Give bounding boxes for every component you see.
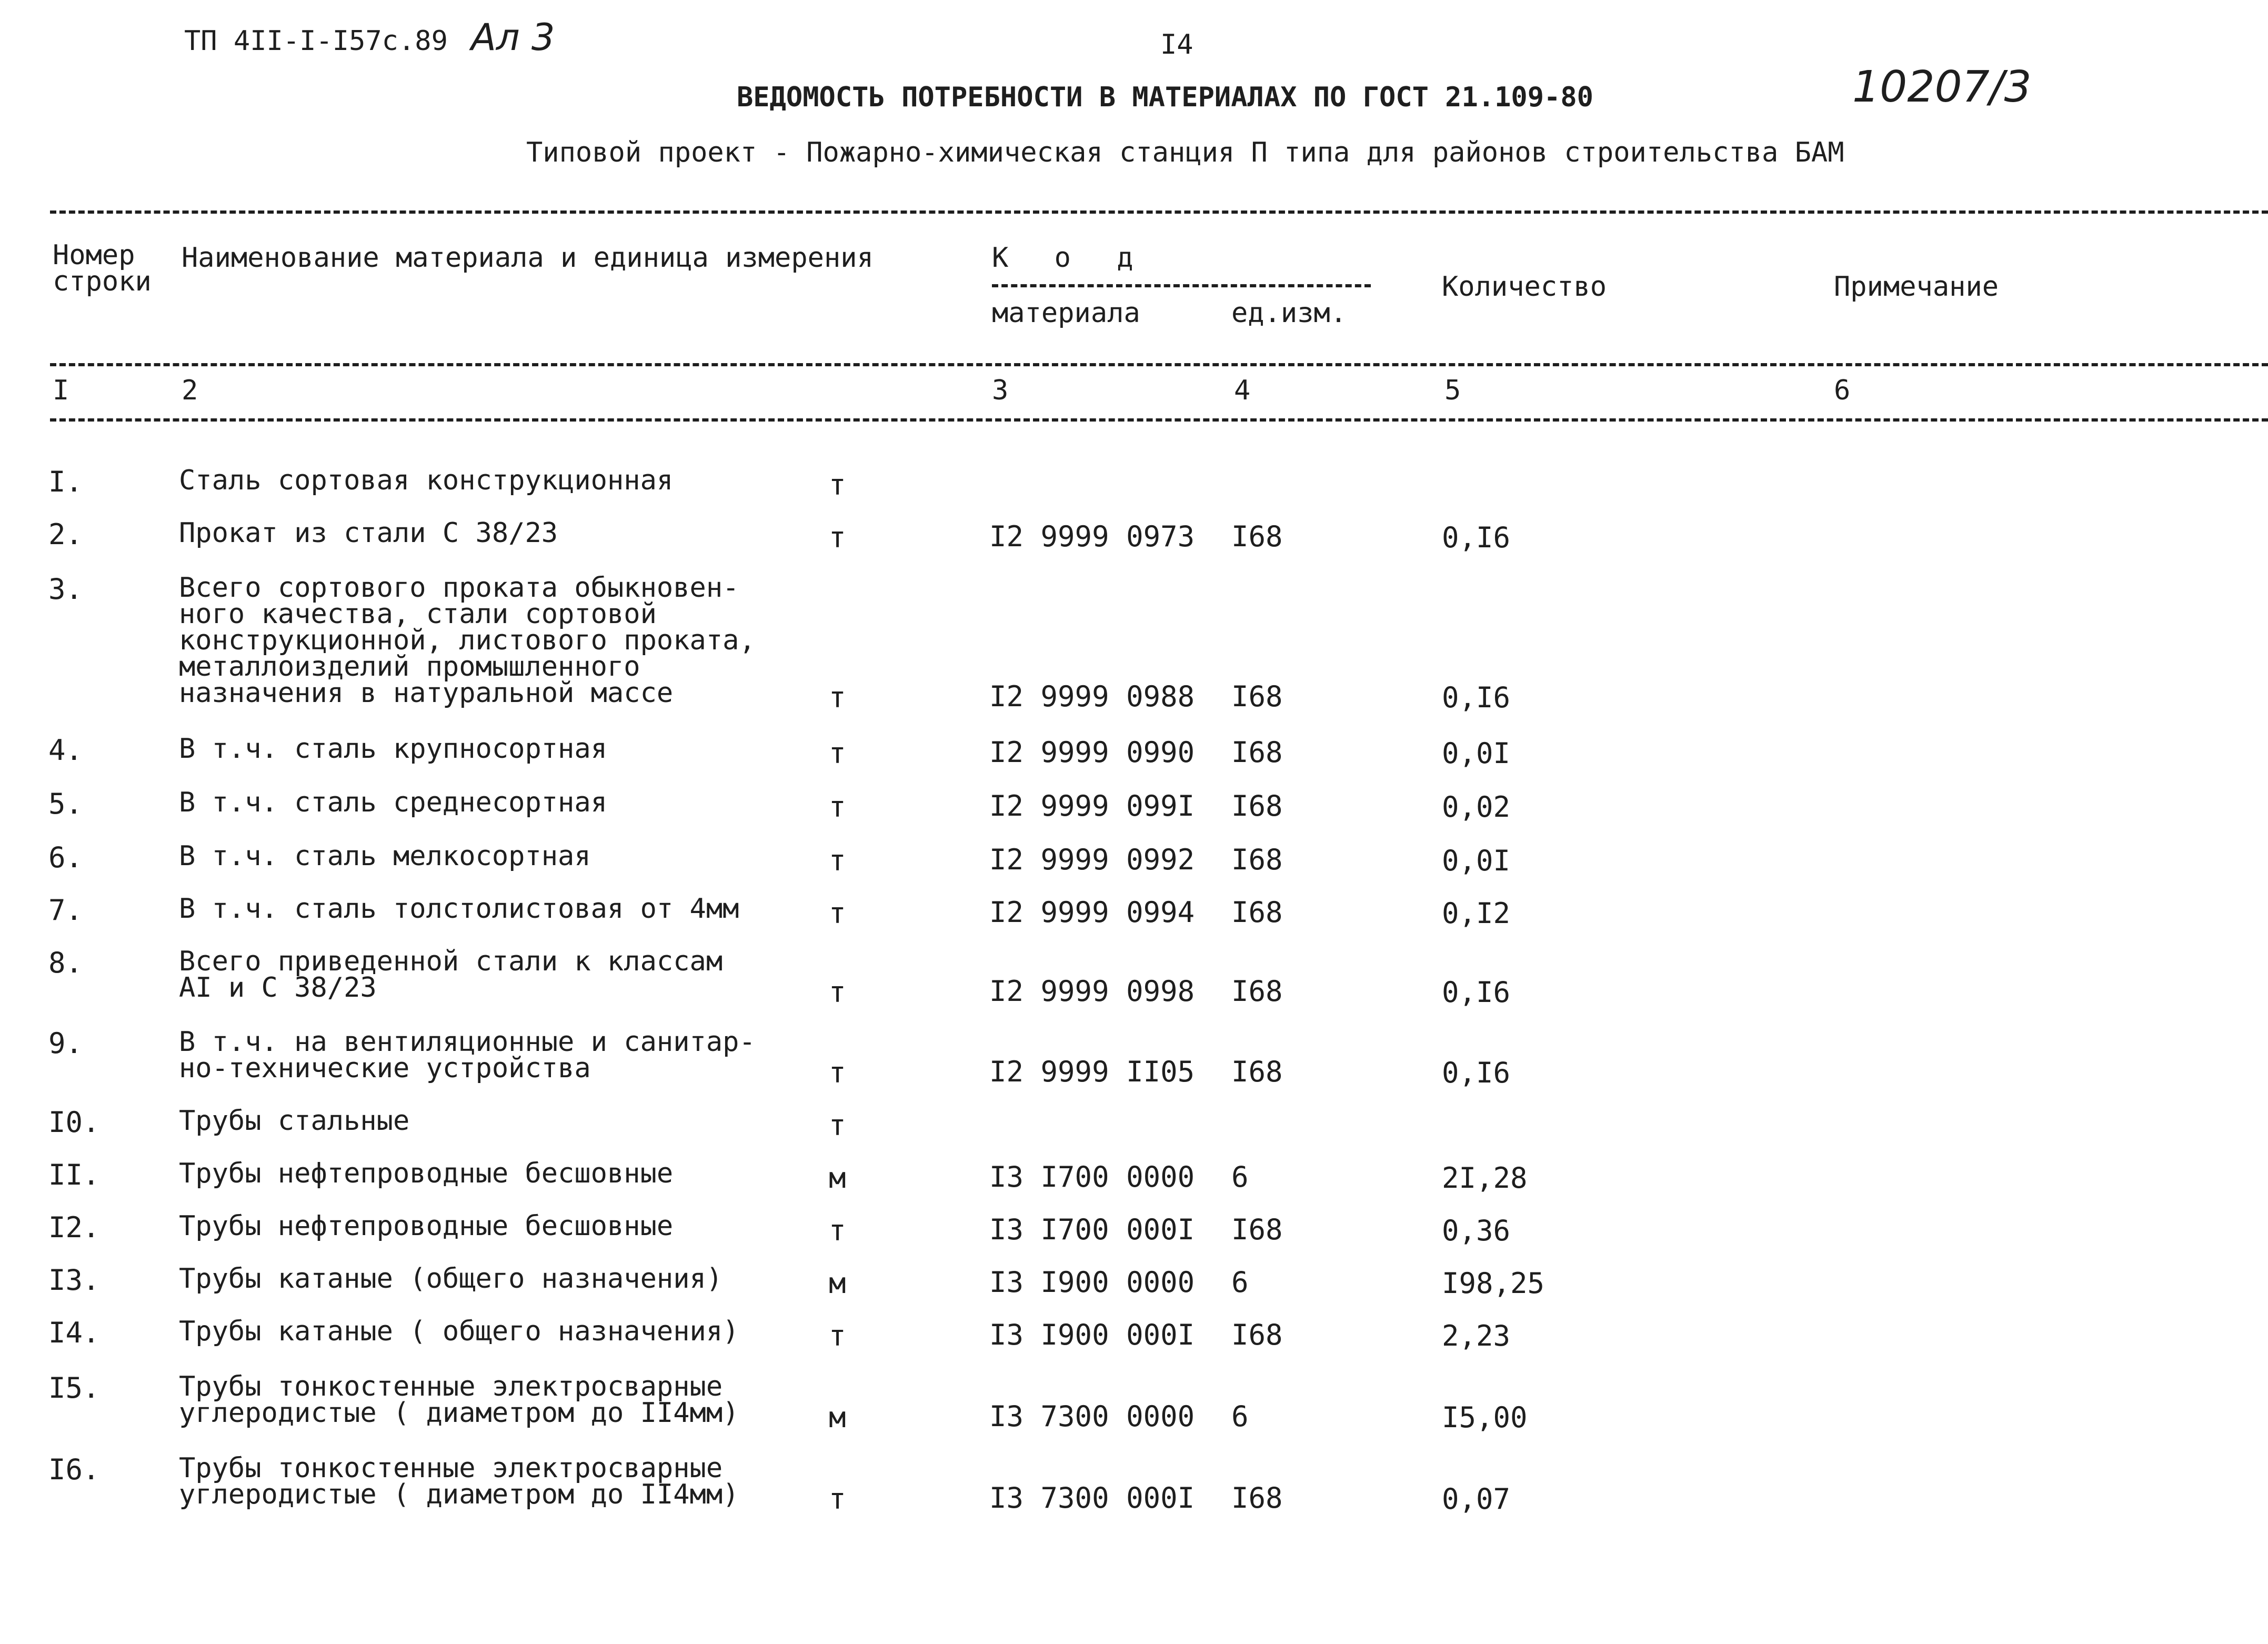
column-number-1: I <box>53 375 69 406</box>
material-name: Трубы нефтепроводные бесшовные <box>179 1210 674 1242</box>
unit-code: I68 <box>1231 843 1283 876</box>
row-number: 7. <box>48 894 83 927</box>
quantity-value: 0,36 <box>1442 1214 1511 1247</box>
header-row-number: Номер строки <box>53 239 152 297</box>
material-name: Прокат из стали С 38/23 <box>179 517 558 549</box>
quantity-value: 0,I6 <box>1442 976 1511 1009</box>
row-number: 5. <box>48 787 83 820</box>
header-code-divider <box>992 284 1371 287</box>
unit-code: I68 <box>1231 1213 1283 1246</box>
material-name: В т.ч. сталь среднесортная <box>179 787 607 818</box>
unit-code: I68 <box>1231 975 1283 1008</box>
table-columns-divider <box>50 418 2268 422</box>
material-code: I2 9999 099I <box>989 789 1195 823</box>
unit-of-measure: т <box>829 681 846 714</box>
row-number: I2. <box>48 1211 100 1244</box>
material-code: I2 9999 0990 <box>989 736 1195 769</box>
unit-code: I68 <box>1231 680 1283 713</box>
quantity-value: 2,23 <box>1442 1319 1511 1352</box>
unit-of-measure: т <box>829 844 846 877</box>
column-number-5: 5 <box>1444 375 1461 406</box>
document-code: ТП 4II-I-I57c.89 <box>184 25 448 57</box>
quantity-value: I5,00 <box>1442 1401 1528 1434</box>
quantity-value: 0,I6 <box>1442 1056 1511 1089</box>
header-code-group: К о д <box>992 242 1148 274</box>
row-number: I4. <box>48 1316 100 1349</box>
document-subtitle: Типовой проект - Пожарно-химическая станция П типа для районов строительства БАМ <box>526 137 1844 168</box>
unit-code: 6 <box>1231 1400 1249 1433</box>
quantity-value: 0,07 <box>1442 1482 1511 1516</box>
unit-of-measure: т <box>829 521 846 554</box>
inventory-note: 10207/3 <box>1852 62 2032 112</box>
row-number: I5. <box>48 1371 100 1405</box>
quantity-value: 0,0I <box>1442 737 1511 770</box>
column-number-3: 3 <box>992 375 1009 406</box>
unit-code: I68 <box>1231 520 1283 553</box>
quantity-value: 0,0I <box>1442 844 1511 877</box>
header-note: Примечание <box>1834 271 1999 303</box>
material-name: В т.ч. на вентиляционные и санитар- но-технические устройства <box>179 1026 756 1084</box>
material-name: Всего сортового проката обыкновен- ного качества, стали сортовой конструкционной, листового проката, металлоизделий промышленного назначения в натуральной массе <box>179 572 756 709</box>
row-number: I6. <box>48 1453 100 1486</box>
row-number: I3. <box>48 1264 100 1297</box>
unit-of-measure: т <box>829 976 846 1009</box>
material-name: Трубы нефтепроводные бесшовные <box>179 1158 674 1189</box>
material-name: Трубы катаные ( общего назначения) <box>179 1316 739 1347</box>
table-top-divider <box>50 210 2268 214</box>
album-note: Ал 3 <box>471 16 555 59</box>
material-code: I2 9999 0973 <box>989 520 1195 553</box>
material-name: Сталь сортовая конструкционная <box>179 465 674 496</box>
material-name: Трубы катаные (общего назначения) <box>179 1263 723 1295</box>
unit-of-measure: м <box>829 1401 846 1434</box>
quantity-value: 2I,28 <box>1442 1161 1528 1195</box>
row-number: 8. <box>48 946 83 979</box>
unit-code: I68 <box>1231 1318 1283 1351</box>
unit-of-measure: т <box>829 897 846 930</box>
material-name: Трубы тонкостенные электросварные углеродистые ( диаметром до II4мм) <box>179 1452 739 1510</box>
material-code: I3 I700 0000 <box>989 1160 1195 1194</box>
material-name: Всего приведенной стали к классам AI и С 38/23 <box>179 946 723 1004</box>
header-quantity: Количество <box>1442 271 1607 303</box>
quantity-value: 0,02 <box>1442 790 1511 824</box>
unit-code: I68 <box>1231 1481 1283 1515</box>
unit-code: I68 <box>1231 789 1283 823</box>
unit-of-measure: т <box>829 1056 846 1089</box>
quantity-value: I98,25 <box>1442 1267 1545 1300</box>
material-code: I2 9999 0994 <box>989 896 1195 929</box>
material-name: В т.ч. сталь мелкосортная <box>179 840 591 872</box>
unit-of-measure: т <box>829 468 846 502</box>
quantity-value: 0,I6 <box>1442 681 1511 714</box>
column-number-6: 6 <box>1834 375 1851 406</box>
material-code: I2 9999 0998 <box>989 975 1195 1008</box>
row-number: 3. <box>48 573 83 606</box>
unit-code: 6 <box>1231 1160 1249 1194</box>
unit-of-measure: м <box>829 1267 846 1300</box>
table-header-divider <box>50 363 2268 366</box>
unit-of-measure: т <box>829 737 846 770</box>
unit-code: I68 <box>1231 896 1283 929</box>
row-number: 6. <box>48 841 83 874</box>
material-code: I3 I700 000I <box>989 1213 1195 1246</box>
unit-code: I68 <box>1231 1055 1283 1088</box>
material-name: В т.ч. сталь толстолистовая от 4мм <box>179 893 739 925</box>
unit-code: 6 <box>1231 1266 1249 1299</box>
material-name: Трубы стальные <box>179 1105 410 1137</box>
row-number: I0. <box>48 1106 100 1139</box>
unit-of-measure: т <box>829 1319 846 1352</box>
material-code: I2 9999 0988 <box>989 680 1195 713</box>
row-number: II. <box>48 1158 100 1191</box>
page-number: I4 <box>1160 29 1193 61</box>
material-code: I3 I900 0000 <box>989 1266 1195 1299</box>
header-material-name: Наименование материала и единица измерения <box>182 242 874 274</box>
unit-of-measure: т <box>829 790 846 824</box>
quantity-value: 0,I6 <box>1442 521 1511 554</box>
column-number-4: 4 <box>1234 375 1251 406</box>
material-name: В т.ч. сталь крупносортная <box>179 733 607 765</box>
header-code-unit: ед.изм. <box>1231 297 1347 329</box>
row-number: 2. <box>48 518 83 551</box>
material-code: I2 9999 II05 <box>989 1055 1195 1088</box>
row-number: 9. <box>48 1027 83 1060</box>
unit-code: I68 <box>1231 736 1283 769</box>
column-number-2: 2 <box>182 375 198 406</box>
quantity-value: 0,I2 <box>1442 897 1511 930</box>
unit-of-measure: т <box>829 1109 846 1142</box>
material-name: Трубы тонкостенные электросварные углеродистые ( диаметром до II4мм) <box>179 1371 739 1429</box>
header-code-material: материала <box>992 297 1140 329</box>
material-code: I3 7300 000I <box>989 1481 1195 1515</box>
material-code: I3 7300 0000 <box>989 1400 1195 1433</box>
document-title: ВЕДОМОСТЬ ПОТРЕБНОСТИ В МАТЕРИАЛАХ ПО ГОСТ 21.109-80 <box>737 82 1593 113</box>
material-code: I2 9999 0992 <box>989 843 1195 876</box>
material-code: I3 I900 000I <box>989 1318 1195 1351</box>
unit-of-measure: м <box>829 1161 846 1195</box>
row-number: I. <box>48 465 83 498</box>
unit-of-measure: т <box>829 1214 846 1247</box>
unit-of-measure: т <box>829 1482 846 1516</box>
row-number: 4. <box>48 734 83 767</box>
